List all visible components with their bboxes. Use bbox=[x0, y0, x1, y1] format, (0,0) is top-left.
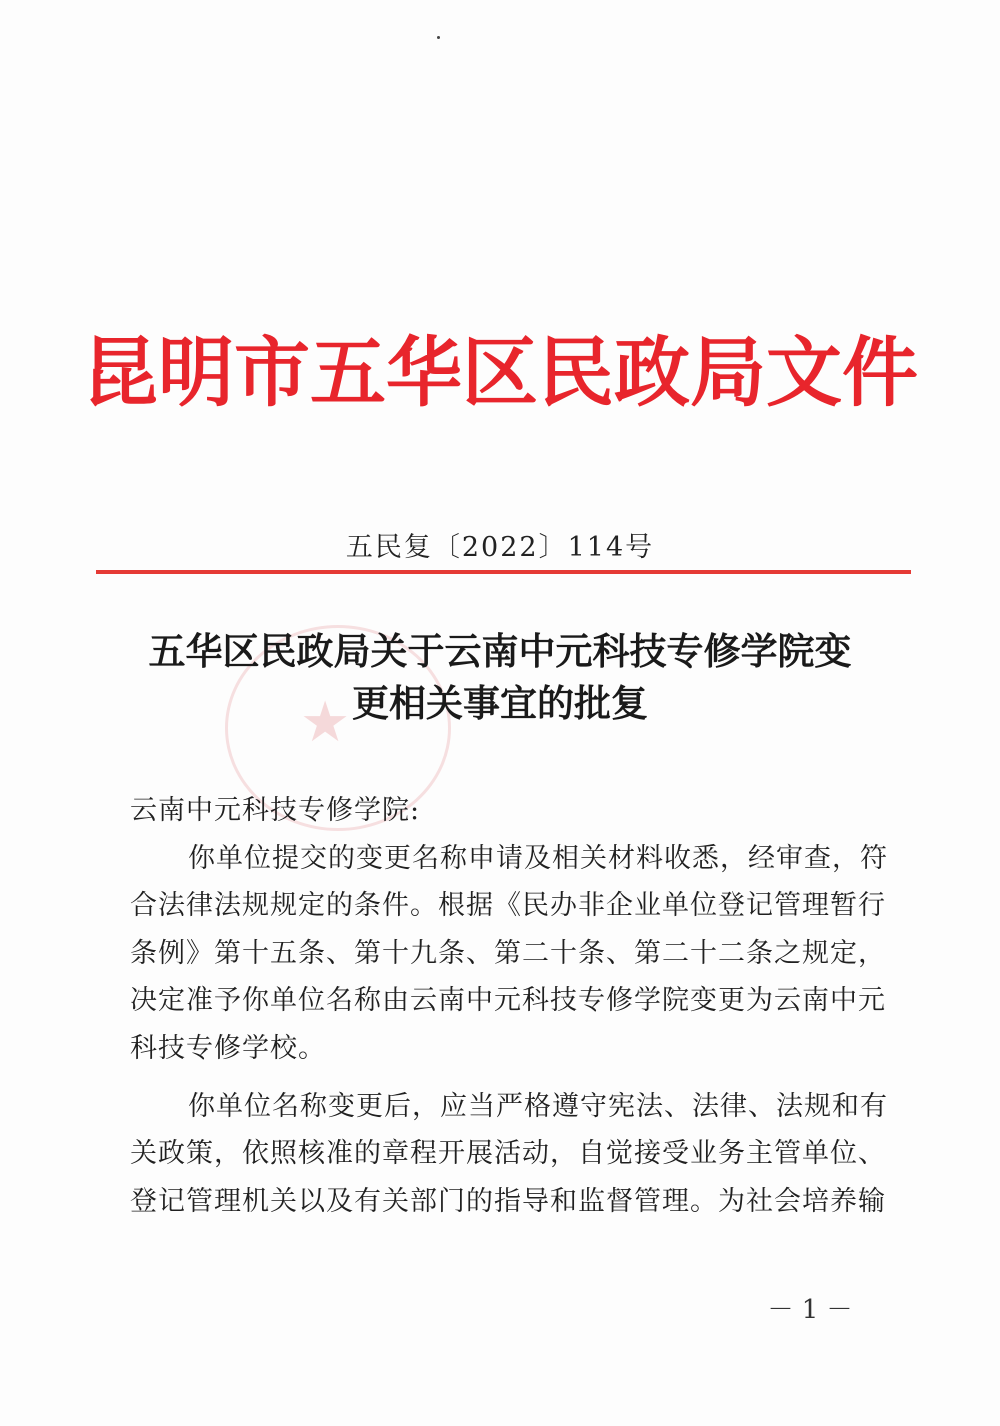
page-number: － 1 － bbox=[767, 1295, 853, 1325]
salutation: 云南中元科技专修学院: bbox=[130, 795, 421, 826]
paragraph-line: 决定准予你单位名称由云南中元科技专修学院变更为云南中元 bbox=[130, 985, 886, 1017]
paragraph-line: 你单位名称变更后，应当严格遵守宪法、法律、法规和有 bbox=[188, 1090, 888, 1122]
paragraph-spacer bbox=[130, 1073, 890, 1083]
document-number: 五民复〔2022〕114号 bbox=[345, 532, 655, 563]
scan-speck bbox=[437, 36, 440, 39]
document-body bbox=[130, 787, 890, 1225]
paragraph-line: 登记管理机关以及有关部门的指导和监督管理。为社会培养输 bbox=[130, 1185, 886, 1217]
document-title-line: 五华区民政局关于云南中元科技专修学院变 bbox=[148, 629, 852, 673]
red-divider-rule bbox=[96, 570, 911, 574]
issuer-header-title: 昆明市五华区民政局文件 bbox=[82, 328, 918, 417]
paragraph-line: 条例》第十五条、第十九条、第二十条、第二十二条之规定， bbox=[130, 937, 886, 969]
paragraph-line: 关政策，依照核准的章程开展活动，自觉接受业务主管单位、 bbox=[130, 1138, 886, 1170]
paragraph-line: 你单位提交的变更名称申请及相关材料收悉，经审查，符 bbox=[188, 842, 888, 874]
document-title-line: 更相关事宜的批复 bbox=[352, 681, 648, 725]
paragraph-line: 合法律法规规定的条件。根据《民办非企业单位登记管理暂行 bbox=[130, 890, 886, 922]
seal-star-icon: ★ bbox=[300, 690, 351, 755]
paragraph-line: 科技专修学校。 bbox=[130, 1032, 326, 1064]
document-title bbox=[0, 625, 1000, 729]
